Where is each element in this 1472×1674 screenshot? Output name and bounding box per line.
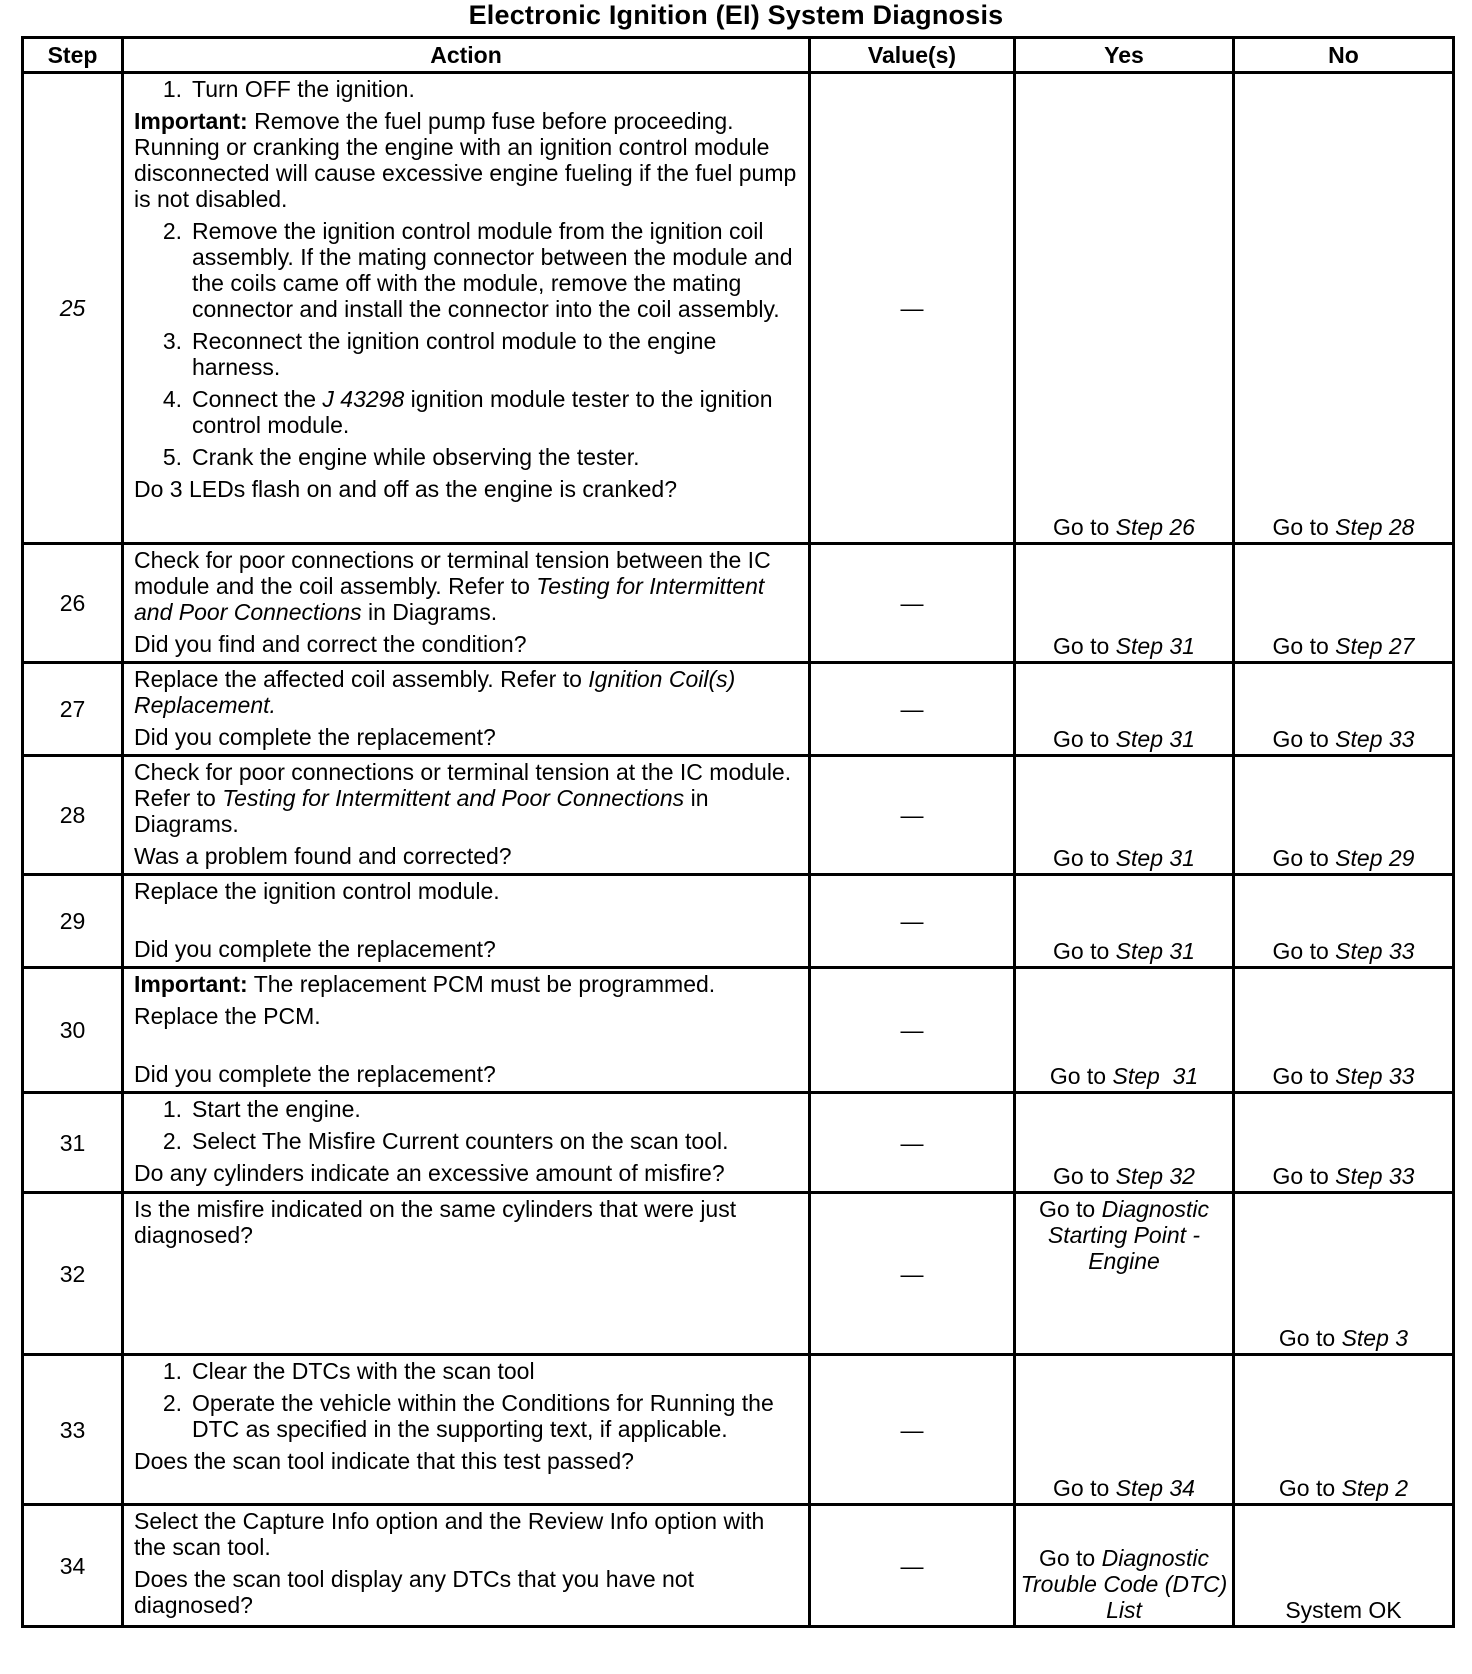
- action-cell: Replace the ignition control module. Did you complete the replacement?: [123, 875, 810, 968]
- yes-cell: [1015, 544, 1234, 663]
- action-cell: Select the Capture Info option and the Review Info option with the scan tool. Does the scan tool display any DTCs that you have not diagnosed?: [123, 1505, 810, 1627]
- value-cell: —: [810, 756, 1015, 875]
- table-row: [23, 875, 1454, 968]
- action-cell: [123, 1193, 810, 1355]
- yes-goto: Go to Step 31: [1053, 726, 1195, 752]
- important-note: Important: The replacement PCM must be programmed.: [134, 971, 716, 997]
- header-action: Action: [123, 38, 810, 73]
- yes-goto: Go to Step 31: [1053, 938, 1195, 964]
- yes-cell: [1015, 968, 1234, 1093]
- yes-cell: [1015, 1193, 1234, 1355]
- question: Did you complete the replacement?: [134, 936, 496, 962]
- list-item: 1. Turn OFF the ignition.: [162, 76, 415, 102]
- step-number: 34: [23, 1505, 123, 1627]
- yes-cell: [1015, 1505, 1234, 1627]
- header-values: Value(s): [810, 38, 1015, 73]
- header-yes: Yes: [1015, 38, 1234, 73]
- no-cell: [1234, 1093, 1454, 1193]
- value-cell: —: [810, 663, 1015, 756]
- table-row: [23, 544, 1454, 663]
- yes-goto: Go to Step 31: [1049, 1063, 1199, 1089]
- value-cell: —: [810, 875, 1015, 968]
- yes-goto: Go to Step 26: [1053, 514, 1195, 540]
- no-goto: Go to Step 29: [1272, 845, 1415, 871]
- list-item: 2. Remove the ignition control module from the ignition coil assembly. If the mating connector between the module and the coils came off with the module, remove the mating connector and install the connector into the coil assembly.: [162, 218, 793, 322]
- table-row: [23, 663, 1454, 756]
- action-cell: [123, 73, 810, 544]
- no-cell: [1234, 1505, 1454, 1627]
- yes-goto: Go to Step 32: [1053, 1163, 1195, 1189]
- step-number: 27: [23, 663, 123, 756]
- action-cell: [123, 1355, 810, 1505]
- table-row: [23, 73, 1454, 544]
- value-cell: —: [810, 73, 1015, 544]
- yes-cell: [1015, 756, 1234, 875]
- yes-cell: [1015, 73, 1234, 544]
- table-row: [23, 756, 1454, 875]
- header-step: Step: [23, 38, 123, 73]
- table-row: [23, 1505, 1454, 1627]
- yes-goto: Go to Diagnostic Starting Point - Engine: [1038, 1196, 1210, 1274]
- list-item: 2. Operate the vehicle within the Conditions for Running the DTC as specified in the supporting text, if applicable.: [162, 1390, 774, 1442]
- yes-cell: [1015, 875, 1234, 968]
- question: Did you complete the replacement?: [134, 724, 496, 750]
- value-cell: —: [810, 1355, 1015, 1505]
- no-cell: [1234, 875, 1454, 968]
- no-goto: Go to Step 3: [1278, 1325, 1409, 1351]
- no-cell: [1234, 73, 1454, 544]
- action-cell: Replace the affected coil assembly. Refer to Ignition Coil(s) Replacement. Did you complete the replacement?: [123, 663, 810, 756]
- no-goto: Go to Step 33: [1272, 938, 1415, 964]
- yes-goto: Go to Step 31: [1053, 845, 1195, 871]
- value-cell: —: [810, 1193, 1015, 1355]
- step-number: 31: [23, 1093, 123, 1193]
- question: Does the scan tool display any DTCs that you have not diagnosed?: [134, 1566, 694, 1618]
- list-item: 1. Start the engine.: [162, 1096, 361, 1122]
- no-cell: [1234, 544, 1454, 663]
- table-row: [23, 1193, 1454, 1355]
- list-item: 2. Select The Misfire Current counters on the scan tool.: [162, 1128, 729, 1154]
- no-goto: Go to Step 2: [1278, 1475, 1409, 1501]
- no-goto: Go to Step 33: [1272, 726, 1415, 752]
- value-cell: —: [810, 1505, 1015, 1627]
- question: Was a problem found and corrected?: [134, 843, 512, 869]
- action-cell: Check for poor connections or terminal tension at the IC module. Refer to Testing for Intermittent and Poor Connections in Diagrams. Was a problem found and corrected?: [123, 756, 810, 875]
- diagnosis-table: [21, 36, 1455, 1628]
- step-number: 32: [23, 1193, 123, 1355]
- action-cell: Important: The replacement PCM must be programmed. Replace the PCM. Did you complete the replacement?: [123, 968, 810, 1093]
- action-cell: [123, 1093, 810, 1193]
- list-item: 4. Connect the J 43298 ignition module tester to the ignition control module.: [162, 386, 773, 438]
- page-title: Electronic Ignition (EI) System Diagnosis: [468, 0, 1004, 30]
- yes-cell: [1015, 1355, 1234, 1505]
- no-result: System OK: [1285, 1597, 1402, 1623]
- step-number: 25: [23, 73, 123, 544]
- no-goto: Go to Step 27: [1272, 633, 1415, 659]
- value-cell: —: [810, 1093, 1015, 1193]
- table-row: [23, 1093, 1454, 1193]
- question: Did you find and correct the condition?: [134, 631, 527, 657]
- yes-goto: Go to Step 34: [1053, 1475, 1195, 1501]
- question: Does the scan tool indicate that this test passed?: [134, 1448, 634, 1474]
- header-row: [23, 38, 1454, 73]
- yes-cell: [1015, 1093, 1234, 1193]
- step-number: 28: [23, 756, 123, 875]
- list-item: 1. Clear the DTCs with the scan tool: [162, 1358, 535, 1384]
- no-cell: [1234, 756, 1454, 875]
- important-note: Important: Remove the fuel pump fuse before proceeding. Running or cranking the engine with an ignition control module disconnected will cause excessive engine fueling if the fuel pump is not disabled.: [134, 108, 797, 212]
- yes-cell: [1015, 663, 1234, 756]
- value-cell: —: [810, 968, 1015, 1093]
- question: Do 3 LEDs flash on and off as the engine is cranked?: [134, 476, 677, 502]
- question: Is the misfire indicated on the same cylinders that were just diagnosed?: [134, 1196, 737, 1248]
- no-goto: Go to Step 33: [1272, 1063, 1415, 1089]
- no-cell: [1234, 1193, 1454, 1355]
- list-item: 5. Crank the engine while observing the tester.: [162, 444, 640, 470]
- question: Did you complete the replacement?: [134, 1061, 496, 1087]
- step-number: 26: [23, 544, 123, 663]
- value-cell: —: [810, 544, 1015, 663]
- table-row: [23, 968, 1454, 1093]
- no-goto: Go to Step 33: [1272, 1163, 1415, 1189]
- list-item: 3. Reconnect the ignition control module to the engine harness.: [162, 328, 717, 380]
- step-number: 33: [23, 1355, 123, 1505]
- yes-goto: Go to Step 31: [1053, 633, 1195, 659]
- no-cell: [1234, 968, 1454, 1093]
- step-number: 30: [23, 968, 123, 1093]
- step-number: 29: [23, 875, 123, 968]
- no-cell: [1234, 663, 1454, 756]
- no-goto: Go to Step 28: [1272, 514, 1415, 540]
- action-cell: Check for poor connections or terminal tension between the IC module and the coil assembly. Refer to Testing for Intermittent and Poor Connections in Diagrams. Did you find and correct the condition?: [123, 544, 810, 663]
- table-row: [23, 1355, 1454, 1505]
- question: Do any cylinders indicate an excessive amount of misfire?: [134, 1160, 725, 1186]
- header-no: No: [1234, 38, 1454, 73]
- yes-goto: Go to Diagnostic Trouble Code (DTC) List: [1020, 1545, 1228, 1623]
- no-cell: [1234, 1355, 1454, 1505]
